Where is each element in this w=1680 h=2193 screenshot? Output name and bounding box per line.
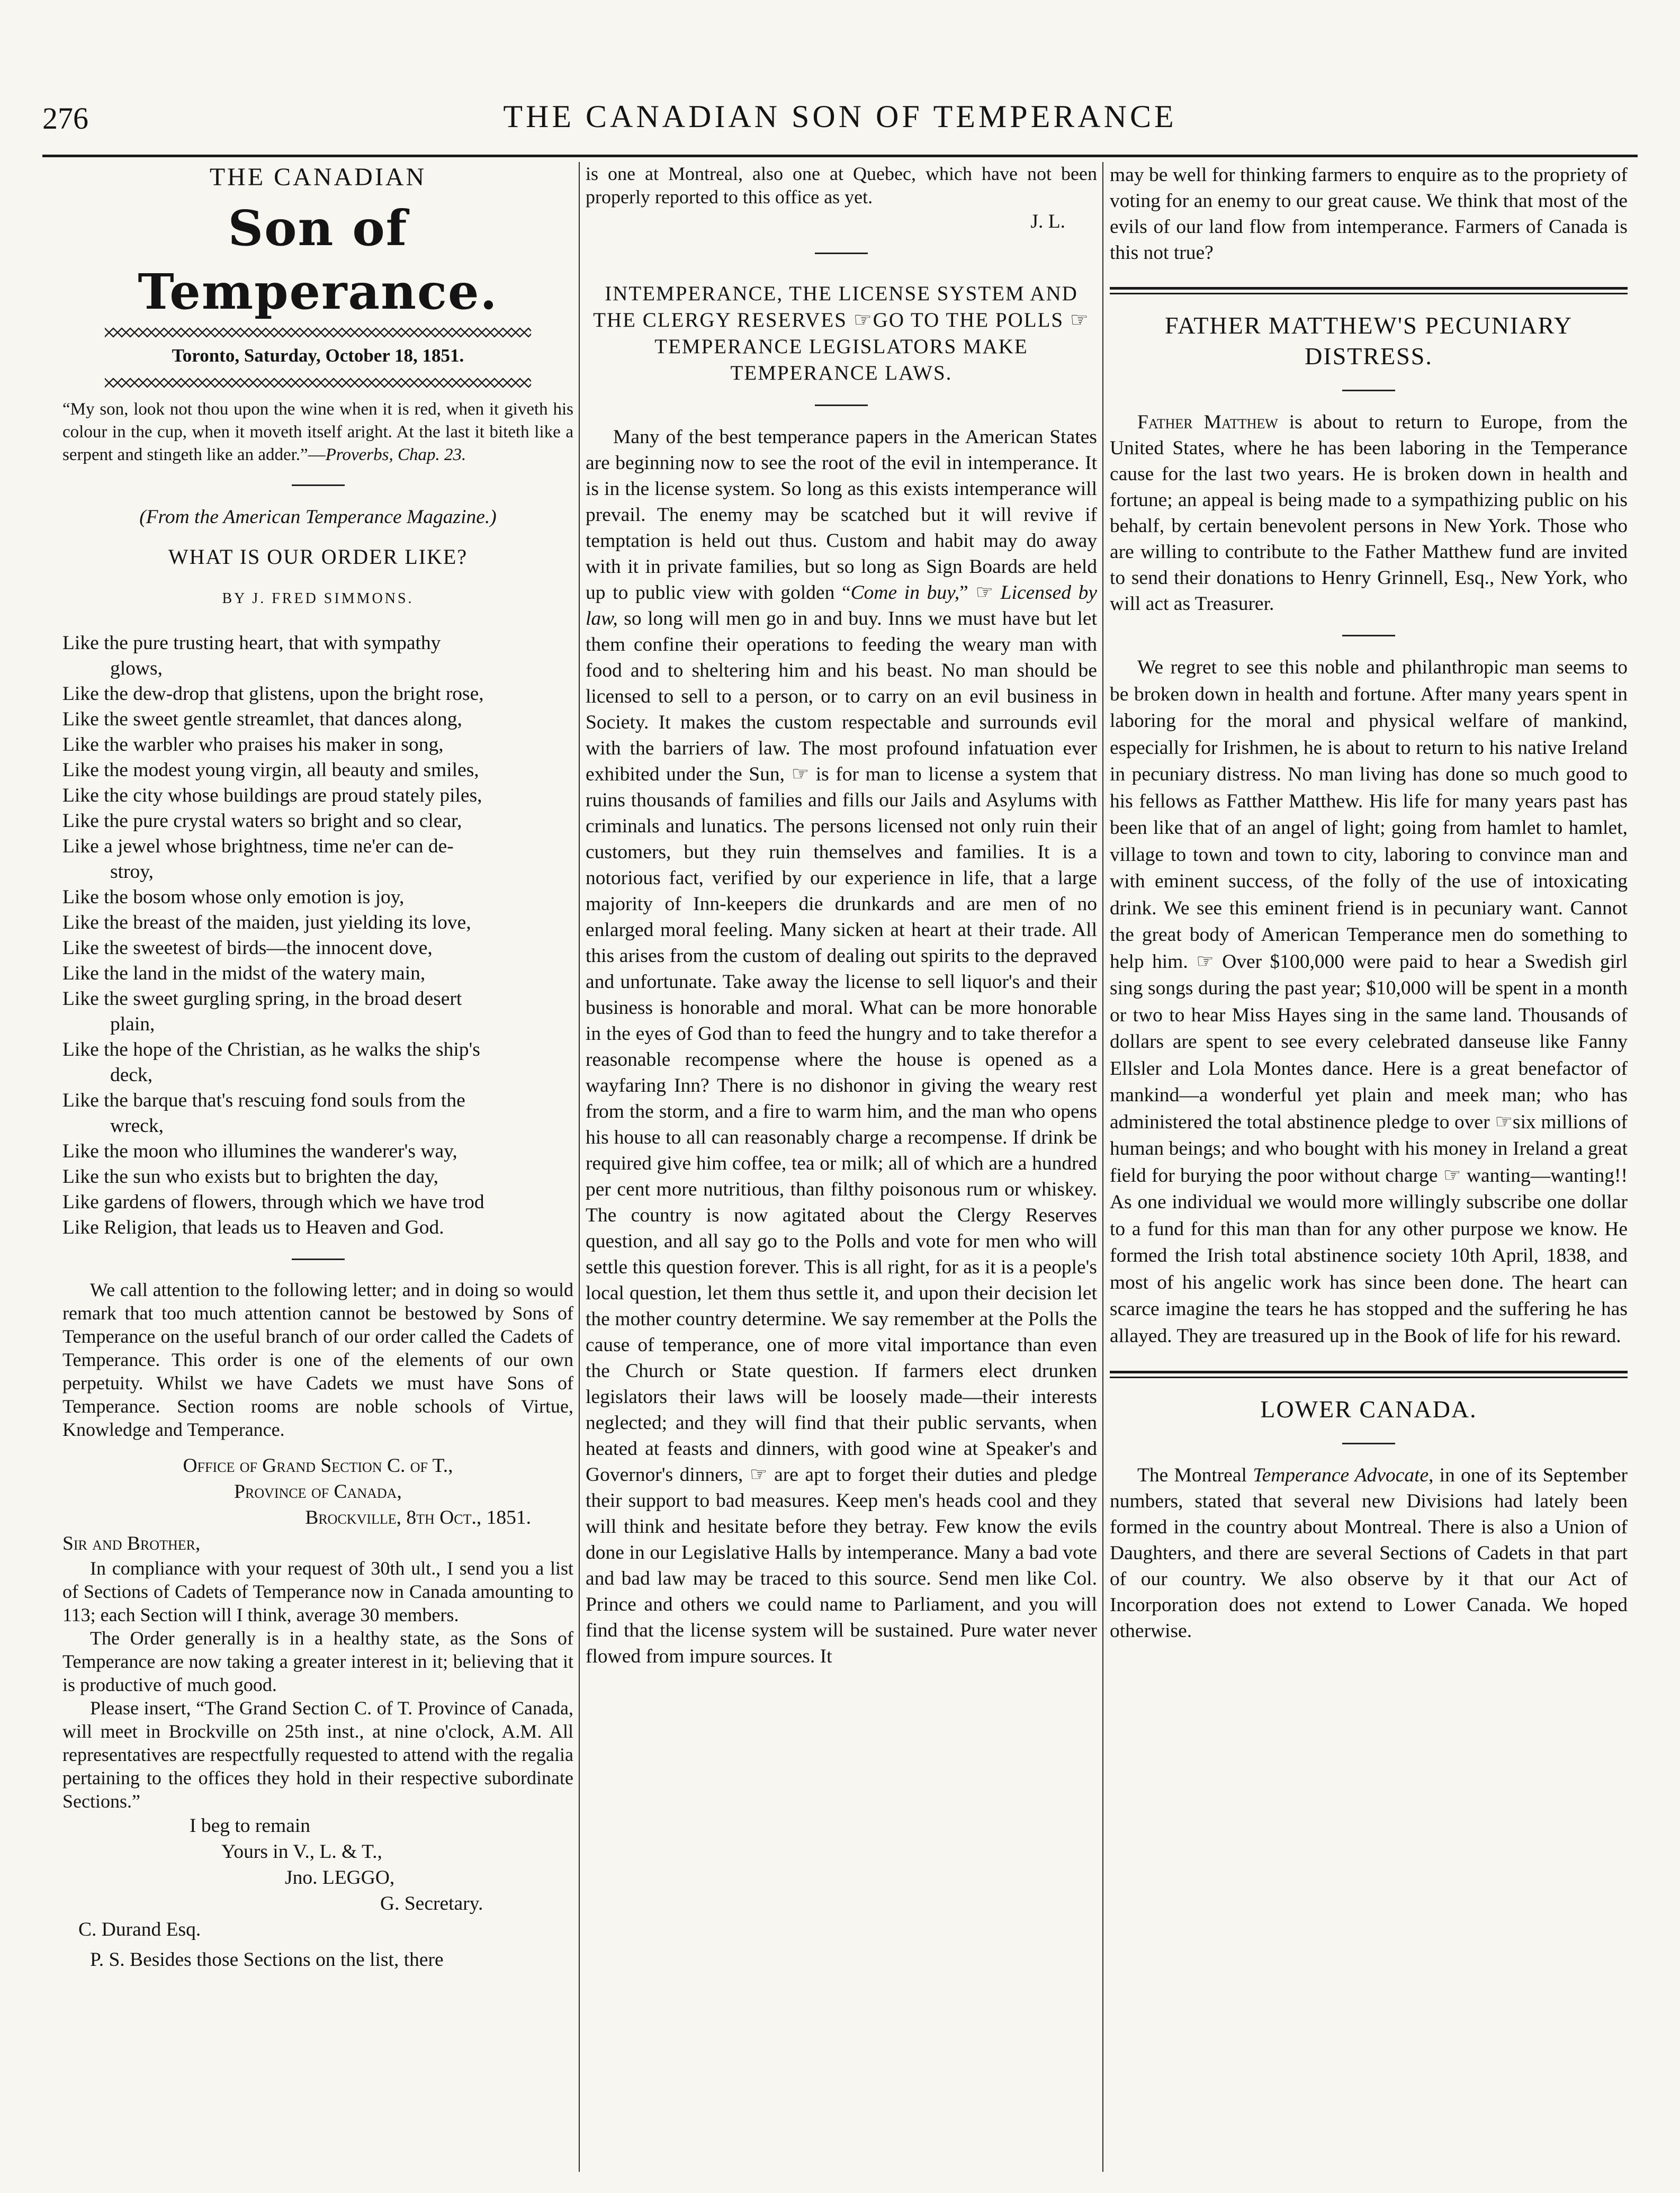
column-1 [62, 162, 573, 2172]
article-body-text: is about to return to Europe, from the United States, where he has been laboring in the Temperance cause for the last two years. He is broken down in health and fortune; an appeal is being made to a sympathizing public on his behalf, by certain benevolent persons in New York. Those who are willing to contribute to the Father Matthew fund are invited to send their donations to Henry Grinnell, Esq., New York, who will act as Treasurer. [1110, 411, 1628, 615]
article-lead: Father Matthew [1137, 411, 1278, 433]
letter-signer-title: G. Secretary. [380, 1893, 483, 1915]
column-3 [1110, 162, 1628, 2172]
article-body-text: Many of the best temperance papers in the American States are beginning now to see the root of the evil in intemperance. It is in the license system. So long as this exists intemperance will prevail. The enemy may be scatched but it will revive if temptation is held out thus. Custom and habit may do away with it in private families, but so long as Sign Boards are held up to public view with golden “ [586, 426, 1097, 604]
dateline: Toronto, Saturday, October 18, 1851. [172, 345, 464, 366]
page-number: 276 [42, 101, 88, 136]
section-rule [292, 1259, 345, 1260]
poem-line-continuation: stroy, [110, 861, 154, 883]
double-rule [1110, 287, 1628, 294]
article-body-italic: Licensed by law, [586, 582, 1097, 630]
article-body-italic: Temperance Advocate [1253, 1464, 1429, 1486]
article-body: We regret to see this noble and philanthropic man seems to be broken down in health and fortune. After many years spent in laboring for the moral and physical welfare of mankind, especially for Irishmen, he is about to return to his native Ireland in pecuniary distress. No man living has done so much good to his fellows as Fatther Matthew. His life for many years past has been like that of an angel of light; going from hamlet to hamlet, village to town and town to city, laboring to convince man and with eminent success, of the folly of the use of intoxicating drink. We see this eminent friend is in pecuniary want. Cannot the great body of American Temperance men do something to help him. ☞ Over $100,000 were paid to hear a Swedish girl sing songs during the past year; $10,000 will be spent in a month or two to hear Miss Hayes sing in the same land. Thousands of dollars are spent to see every celebrated danseuse like Fanny Ellsler and Lola Montes dance. Here is a great benefactor of mankind—a wonderful yet plain and meek man; who has administered the total abstinence pledge to over ☞six millions of human beings; and who bought with his money in Ireland a great field for burying the poor without charge ☞ wanting—wanting!! As one individual we would more willingly subscribe one dollar to a fund for this man than for any other purpose we know. He formed the Irish total abstinence society 10th April, 1838, and most of his angelic work has since been done. The heart can scarce imagine the tears he has stopped and the suffering he has allayed. They are treasured up in the Book of life for his reward. [1110, 657, 1628, 1347]
letter-paragraph: In compliance with your request of 30th ult., I send you a list of Sections of Cadets of Temperance now in Canada amounting to 113; each Section will I think, average 30 members. [62, 1558, 573, 1625]
section-rule [292, 484, 345, 486]
letter-paragraph: The Order generally is in a healthy state, as the Sons of Temperance are now taking a greater interest in it; believing that it is productive of much good. [62, 1628, 573, 1695]
postscript: P. S. Besides those Sections on the list, there [90, 1949, 444, 1971]
poem-title: WHAT IS OUR ORDER LIKE? [168, 545, 468, 569]
column-2 [586, 162, 1097, 2172]
poem-line: Like the warbler who praises his maker in song, [62, 734, 444, 756]
letter-closing: I beg to remain [190, 1815, 311, 1837]
article-body-text: , in one of its September numbers, stated that several new Divisions had lately been formed in the country about Montreal. There is also a Union of Daughters, and there are several Sections of Cadets in that part of our country. We also observe by it that our Act of Incorporation does not extend to Lower Canada. We hoped otherwise. [1110, 1464, 1628, 1642]
poem-line: Like the breast of the maiden, just yielding its love, [62, 912, 471, 933]
letter-closing: Yours in V., L. & T., [221, 1841, 382, 1863]
article-headline: INTEMPERANCE, THE LICENSE SYSTEM AND THE CLERGY RESERVES ☞GO TO THE POLLS ☞TEMPERANCE LEGISLATORS MAKE TEMPERANCE LAWS. [593, 282, 1090, 384]
poem-line-continuation: plain, [110, 1013, 155, 1035]
masthead-top: THE CANADIAN [209, 163, 427, 191]
section-rule [1342, 1443, 1395, 1444]
wavy-rule [105, 377, 531, 389]
article-headline: FATHER MATTHEW'S PECUNIARY DISTRESS. [1165, 312, 1573, 370]
masthead-title: Son of Temperance. [138, 200, 498, 320]
poem-line: Like the sun who exists but to brighten the day, [62, 1166, 438, 1188]
poem-line: Like the pure crystal waters so bright and so clear, [62, 810, 462, 832]
running-title: THE CANADIAN SON OF TEMPERANCE [503, 99, 1177, 134]
letter-recipient: C. Durand Esq. [78, 1919, 201, 1940]
poem [62, 631, 573, 1241]
poem-line: Like the land in the midst of the watery main, [62, 963, 426, 984]
poem-line: Like the modest young virgin, all beauty and smiles, [62, 759, 479, 781]
double-rule [1110, 1371, 1628, 1378]
poem-line: Like the hope of the Christian, as he walks the ship's [62, 1039, 480, 1060]
poem-line: Like the barque that's rescuing fond souls from the [62, 1090, 465, 1111]
continuation-text: is one at Montreal, also one at Quebec, which have not been properly reported to this office as yet. [586, 163, 1097, 208]
source-note: (From the American Temperance Magazine.) [139, 506, 497, 528]
section-rule [1342, 390, 1395, 391]
article-body [1110, 409, 1628, 617]
letter-place-date: Brockville, 8th Oct., 1851. [305, 1507, 531, 1529]
article-body [1110, 1462, 1628, 1644]
letter-salutation: Sir and Brother, [62, 1533, 201, 1554]
header-rule [42, 155, 1638, 157]
poem-line-continuation: deck, [110, 1064, 153, 1086]
article-body-text: ” ☞ [959, 582, 1001, 604]
page-header [42, 95, 1638, 143]
letter-intro: We call attention to the following letter; and in doing so would remark that too much attention cannot be bestowed by Sons of Temperance on the useful branch of our order called the Cadets of Temperance. This order is one of the elements of our own perpetuity. Whilst we have Cadets we must have Sons of Temperance. Section rooms are noble schools of Virtue, Knowledge and Temperance. [62, 1279, 573, 1440]
section-rule [815, 253, 868, 254]
letter-province: Province of Canada, [234, 1481, 402, 1503]
poem-line: Like gardens of flowers, through which we have trod [62, 1191, 484, 1213]
letter-signature: Jno. LEGGO, [285, 1867, 395, 1889]
article-body-text: so long will men go in and buy. Inns we must have but let them confine their operations to feeding the weary man with food and to sheltering him and his beast. No man should be licensed to sell to a person, or to carry on an evil business in Society. It makes the custom respectable and surrounds evil with the barriers of law. The most profound infatuation ever exhibited under the Sun, ☞ is for man to license a system that ruins thousands of families and fills our Jails and Asylums with criminals and lunatics. The persons licensed not only ruin their customers, but they ruin themselves and families. It is a notorious fact, verified by our experience in life, that a large majority of Inn-keepers die drunkards and are men of no enlarged moral feeling. Many sicken at heart at their trade. All this arises from the custom of dealing out spirits to the depraved and unfortunate. Take away the license to sell liquor's and their business is honorable and moral. What can be more honorable in the eyes of God than to feed the hungry and to take therefor a reasonable recompense where the house is opened as a wayfaring Inn? There is no dishonor in giving the weary rest from the storm, and a fire to warm him, and the man who opens his house to all can reasonably charge a recompense. If drink be required give him coffee, tea or milk; all of which are a hundred per cent more nutritious, than filthy poisonous rum or whiskey. The country is now agitated about the Clergy Reserves question, and all say go to the Polls and vote for men who will settle this question forever. This is all right, for as it is a people's local question, let them thus settle it, and upon their decision let the mother country determine. We say remember at the Polls the cause of temperance, one of more vital importance than even the Church or State question. If farmers elect drunken legislators their laws will be loosely made—their interests neglected; and they will find that their public servants, when heated at feasts and dinners, with good wine at Speaker's and Governor's dinners, ☞ are apt to forget their duties and pledge their support to bad measures. Keep men's heads cool and they will think and hesitate before they betray. Few know the evils done in our Legislative Halls by intemperance. Many a bad vote and bad law may be traced to this source. Send men like Col. Prince and others we could name to Parliament, and you will find that the license system will be sustained. Pure water never flowed from impure sources. It [586, 608, 1097, 1667]
poem-line-continuation: wreck, [110, 1115, 164, 1137]
column-divider [579, 162, 580, 2172]
poem-byline: BY J. FRED SIMMONS. [222, 590, 414, 607]
article-headline: LOWER CANADA. [1260, 1396, 1477, 1423]
poem-line: Like the dew-drop that glistens, upon the bright rose, [62, 683, 484, 705]
epigraph [62, 398, 573, 466]
poem-line: Like the pure trusting heart, that with sympathy [62, 632, 441, 654]
poem-line: Like the city whose buildings are proud stately piles, [62, 785, 482, 806]
section-rule [1342, 635, 1395, 636]
article-body-text: The Montreal [1137, 1464, 1253, 1486]
poem-line: Like the sweet gurgling spring, in the broad desert [62, 988, 462, 1010]
poem-line: Like the bosom whose only emotion is joy, [62, 886, 405, 908]
article-body [586, 424, 1097, 1669]
poem-line-continuation: glows, [110, 658, 163, 679]
poem-line: Like Religion, that leads us to Heaven and God. [62, 1217, 444, 1238]
poem-line: Like the moon who illumines the wanderer's way, [62, 1140, 457, 1162]
letter-office: Office of Grand Section C. of T., [183, 1455, 453, 1477]
epigraph-source: Proverbs, Chap. 23. [325, 445, 466, 464]
column-divider [1102, 162, 1103, 2172]
wavy-rule [105, 327, 531, 338]
continuation-text: may be well for thinking farmers to enquire as to the propriety of voting for an enemy to our great cause. We think that most of the evils of our land flow from intemperance. Farmers of Canada is this not true? [1110, 164, 1628, 264]
letter-paragraph: Please insert, “The Grand Section C. of T. Province of Canada, will meet in Brockville on 25th inst., at nine o'clock, A.M. All representatives are respectfully requested to attend with the regalia pertaining to the offices they hold in their respective subordinate Sections.” [62, 1697, 573, 1812]
article-body-italic: Come in buy, [850, 582, 960, 604]
poem-line: Like the sweet gentle streamlet, that dances along, [62, 708, 462, 730]
epigraph-text: “My son, look not thou upon the wine when it is red, when it giveth his colour in the cup, when it moveth itself aright. At the last it biteth like a serpent and stingeth like an adder.”— [62, 400, 573, 464]
poem-line: Like the sweetest of birds—the innocent dove, [62, 937, 433, 959]
continuation-signature: J. L. [1030, 211, 1065, 232]
section-rule [815, 405, 868, 406]
poem-line: Like a jewel whose brightness, time ne'er can de- [62, 835, 454, 857]
